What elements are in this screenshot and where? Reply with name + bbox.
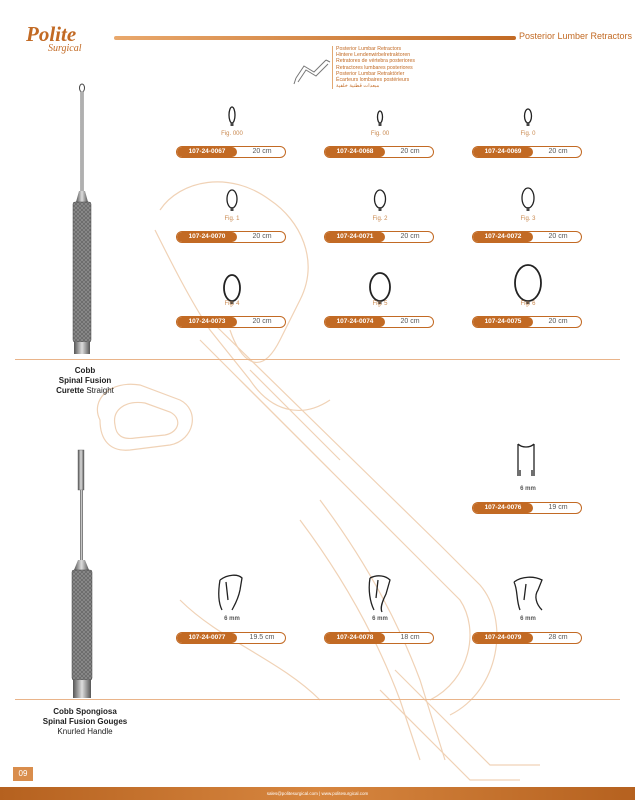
gouge-size-label: 6 mm (520, 616, 536, 622)
language-item: Écarteurs lombaires postérieurs (336, 77, 410, 84)
product-size: 20 cm (400, 148, 420, 155)
product-code-pill (176, 146, 286, 158)
product-code: 107-24-0070 (177, 232, 237, 242)
product-code: 107-24-0068 (325, 147, 385, 157)
language-item: Posterior Lumbar Retractors (336, 46, 402, 52)
section-divider (15, 699, 620, 700)
brand-subtitle: Surgical (48, 43, 82, 54)
product-code-pill (472, 146, 582, 158)
curette-tip-icon (212, 85, 252, 129)
language-item: Retratores de vértebra posteriores (336, 58, 416, 65)
product-size: 20 cm (252, 233, 272, 240)
gouge-tip-icon (508, 440, 548, 486)
figure-label: Fig. 6 (520, 301, 536, 307)
figure-label: Fig. 1 (224, 216, 240, 222)
product-size: 20 cm (548, 233, 568, 240)
language-item: Posterior Lumbar Retraktörler (336, 70, 405, 77)
product-size: 20 cm (400, 318, 420, 325)
figure-label: Fig. 3 (520, 216, 536, 222)
product-title-line: Straight (84, 386, 114, 395)
figure-label: Fig. 2 (372, 216, 388, 222)
gouge-tip-icon (212, 570, 252, 616)
curette-tip-icon (212, 170, 252, 214)
footer-bar (0, 787, 635, 800)
brand-logo (26, 24, 82, 54)
product-code-pill (176, 632, 286, 644)
product-code-pill (472, 502, 582, 514)
figure-label: Fig. 4 (224, 301, 240, 307)
footer-contact: sales@politesurgical.com | www.politesurgical.com (266, 791, 369, 796)
product-code: 107-24-0073 (177, 317, 237, 327)
language-item: Hintere Lendenwirbelretraktoren (336, 52, 411, 59)
product-size: 20 cm (252, 148, 272, 155)
curette-tip-icon (508, 85, 548, 129)
page-number: 09 (13, 767, 33, 781)
figure-label: Fig. 0 (520, 131, 536, 137)
product-size: 20 cm (548, 148, 568, 155)
gouge-tip-icon (508, 570, 548, 616)
curette-instrument-image (62, 82, 102, 357)
product-size: 20 cm (548, 318, 568, 325)
section-divider (15, 359, 620, 360)
product-code-pill (324, 231, 434, 243)
brand-name: Polite (26, 22, 77, 46)
product-size: 28 cm (548, 634, 568, 641)
gouge-instrument-image (62, 448, 102, 704)
product-code: 107-24-0069 (473, 147, 533, 157)
gouge-size-label: 6 mm (520, 486, 536, 492)
header-title: Posterior Lumber Retractors (519, 31, 633, 41)
product-code: 107-24-0079 (473, 633, 533, 643)
language-list (332, 46, 415, 89)
product-size: 19.5 cm (249, 634, 275, 641)
curette-tip-icon (360, 170, 400, 214)
gouge-size-label: 6 mm (224, 616, 240, 622)
product-code-pill (472, 632, 582, 644)
product-code: 107-24-0078 (325, 633, 385, 643)
product-title-curette (40, 366, 130, 396)
product-code-pill (176, 231, 286, 243)
gouge-size-label: 6 mm (372, 616, 388, 622)
product-code: 107-24-0077 (177, 633, 237, 643)
language-item: Retractores lumbares posteriores (336, 64, 413, 71)
product-code: 107-24-0074 (325, 317, 385, 327)
product-code: 107-24-0076 (473, 503, 533, 513)
product-title-line: Knurled Handle (57, 727, 113, 736)
product-code-pill (176, 316, 286, 328)
product-size: 20 cm (400, 233, 420, 240)
product-code: 107-24-0072 (473, 232, 533, 242)
curette-tip-icon (508, 170, 548, 214)
product-title-line: Cobb (74, 366, 96, 375)
product-title-line: Spinal Fusion Gouges (42, 717, 128, 726)
figure-label: Fig. 00 (370, 131, 390, 137)
product-code-pill (472, 316, 582, 328)
gouge-tip-icon (360, 570, 400, 616)
product-title-gouge (30, 707, 140, 737)
product-code-pill (324, 632, 434, 644)
product-size: 19 cm (548, 504, 568, 511)
figure-label: Fig. 000 (221, 131, 243, 137)
product-code-pill (472, 231, 582, 243)
product-code: 107-24-0075 (473, 317, 533, 327)
header-divider (114, 36, 516, 40)
product-size: 20 cm (252, 318, 272, 325)
retractor-icon (292, 52, 332, 92)
language-item: مبعدات قطنية خلفية (336, 83, 380, 90)
figure-label: Fig. 5 (372, 301, 388, 307)
product-code: 107-24-0071 (325, 232, 385, 242)
curette-tip-icon (360, 85, 400, 129)
product-code-pill (324, 146, 434, 158)
product-title-line: Spinal Fusion (58, 376, 112, 385)
product-code-pill (324, 316, 434, 328)
product-code: 107-24-0067 (177, 147, 237, 157)
product-title-line: Curette (56, 386, 85, 395)
product-size: 18 cm (400, 634, 420, 641)
product-title-line: Cobb Spongiosa (53, 707, 117, 716)
